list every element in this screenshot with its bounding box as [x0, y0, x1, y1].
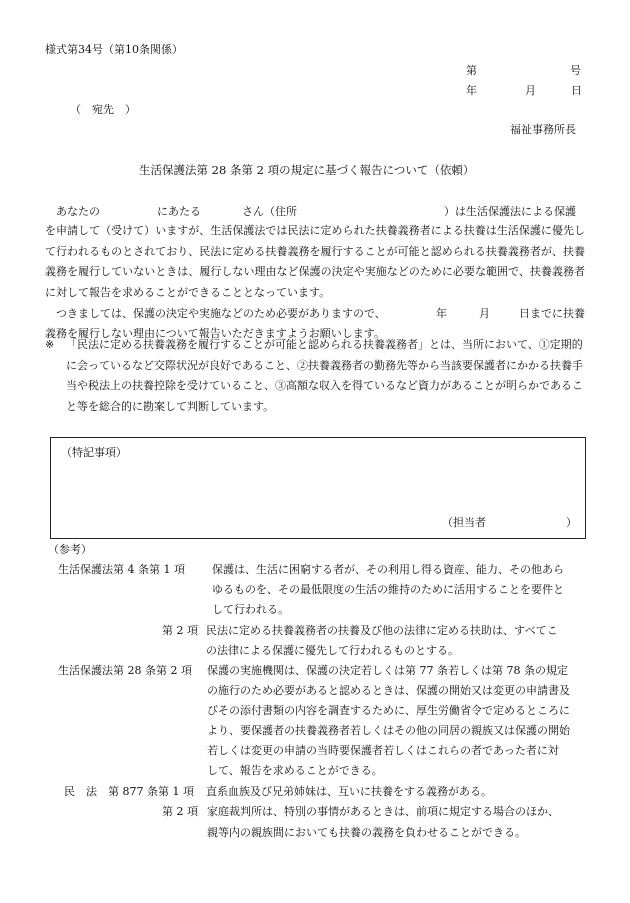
civil-p2-line1: 家庭裁判所は、特別の事情があるときは、前項に規定する場合のほか、: [207, 805, 559, 818]
form-number: 様式第34号（第10条関係）: [45, 43, 183, 56]
contact-person: [442, 514, 577, 530]
law28-label: 生活保護法第 28 条第 2 項: [58, 664, 192, 677]
body-line1-c: さん（住所: [242, 205, 297, 218]
contact-close: ）: [566, 516, 577, 529]
body-p2-b: 日までに扶養: [519, 307, 585, 320]
sender: 福祉事務所長: [510, 123, 576, 136]
deadline-year: 年: [436, 307, 447, 320]
law4-p1-line2: ゆるものを、その最低限度の生活の維持のために活用することを要件と: [212, 583, 564, 596]
body-paragraph: を申請して（受けて）いますが、生活保護法では民法に定められた扶養義務者による扶養は生活保護に優先して行われるものとされており、民法に定める扶養義務を履行することが可能と認められる扶養義務者が、扶養義務を履行していないときは、履行しない理由など保護の決定や実施などのために必要な範囲で、扶養義務者に対して報告を求めることができることとなっています。: [45, 224, 585, 299]
date-year: 年: [466, 84, 477, 97]
body-p2-a: つきましては、保護の決定や実施などのため必要がありますので、: [56, 307, 386, 320]
law4-p1-line1: 保護は、生活に困窮する者が、その利用し得る資産、能力、その他あら: [212, 563, 564, 576]
document-number-suffix: 号: [570, 64, 581, 77]
law28-line5: 若しくは変更の申請の当時要保護者若しくはこれらの者であった者に対: [207, 744, 559, 757]
law28-line3: びその添付書類の内容を調査するために、厚生労働省令で定めるところに: [207, 704, 570, 717]
law4-p1-line3: して行われる。: [212, 603, 289, 616]
reference-heading: （参考）: [48, 543, 92, 556]
date-month: 月: [525, 84, 536, 97]
note-mark: ※: [45, 338, 55, 351]
civil-p2-line2: 親等内の親族間においても扶養の義務を負わせることができる。: [207, 826, 526, 839]
contact-open: （担当者: [442, 516, 486, 529]
body-line1-b: にあたる: [157, 205, 201, 218]
law4-p2-label: 第 2 項: [162, 624, 198, 637]
law28-line4: より、要保護者の扶養義務者若しくはその他の同居の親族又は保護の開始: [207, 724, 570, 737]
body-line1-a: あなたの: [56, 205, 100, 218]
civil-p2-label: 第 2 項: [162, 805, 198, 818]
law28-line6: して、報告を求めることができる。: [207, 764, 383, 777]
law4-p2-line1: 民法に定める扶養義務者の扶養及び他の法律に定める扶助は、すべてこ: [206, 624, 558, 637]
law4-p2-line2: の法律による保護に優先して行われるものとする。: [206, 644, 459, 657]
body-line1-d: ）は生活保護法による保護: [444, 205, 576, 218]
date-day: 日: [571, 84, 582, 97]
civil-label: 民 法 第 877 条第 1 項: [64, 785, 194, 798]
law4-label: 生活保護法第 4 条第 1 項: [58, 563, 185, 576]
deadline-month: 月: [479, 307, 490, 320]
page-title: 生活保護法第 28 条第 2 項の規定に基づく報告について（依頼）: [139, 163, 475, 177]
law28-line2: の施行のため必要があると認めるときは、保護の開始又は変更の申請書及: [207, 684, 570, 697]
remarks-box[interactable]: [50, 437, 586, 539]
document-number-prefix: 第: [466, 64, 477, 77]
body-p2-c: 義務を履行しない理由について報告いただきますようお願いします。: [45, 327, 385, 340]
remarks-label: （特記事項）: [61, 446, 127, 459]
law28-line1: 保護の実施機関は、保護の決定若しくは第 77 条若しくは第 78 条の規定: [207, 664, 568, 677]
addressee: （ 宛先 ）: [70, 103, 136, 116]
note-text: 「民法に定める扶養義務を履行することが可能と認められる扶養義務者」とは、当所において、①定期的に会っているなど交際状況が良好であること、②扶養義務者の勤務先等から当該要保護者にかかる扶養手当や税法上の扶養控除を受けていること、③高額な収入を得ているなど資力があることが明らかであること等を総合的に勘案して判断しています。: [66, 338, 583, 413]
civil-p1: 直系血族及び兄弟姉妹は、互いに扶養をする義務がある。: [206, 785, 492, 798]
